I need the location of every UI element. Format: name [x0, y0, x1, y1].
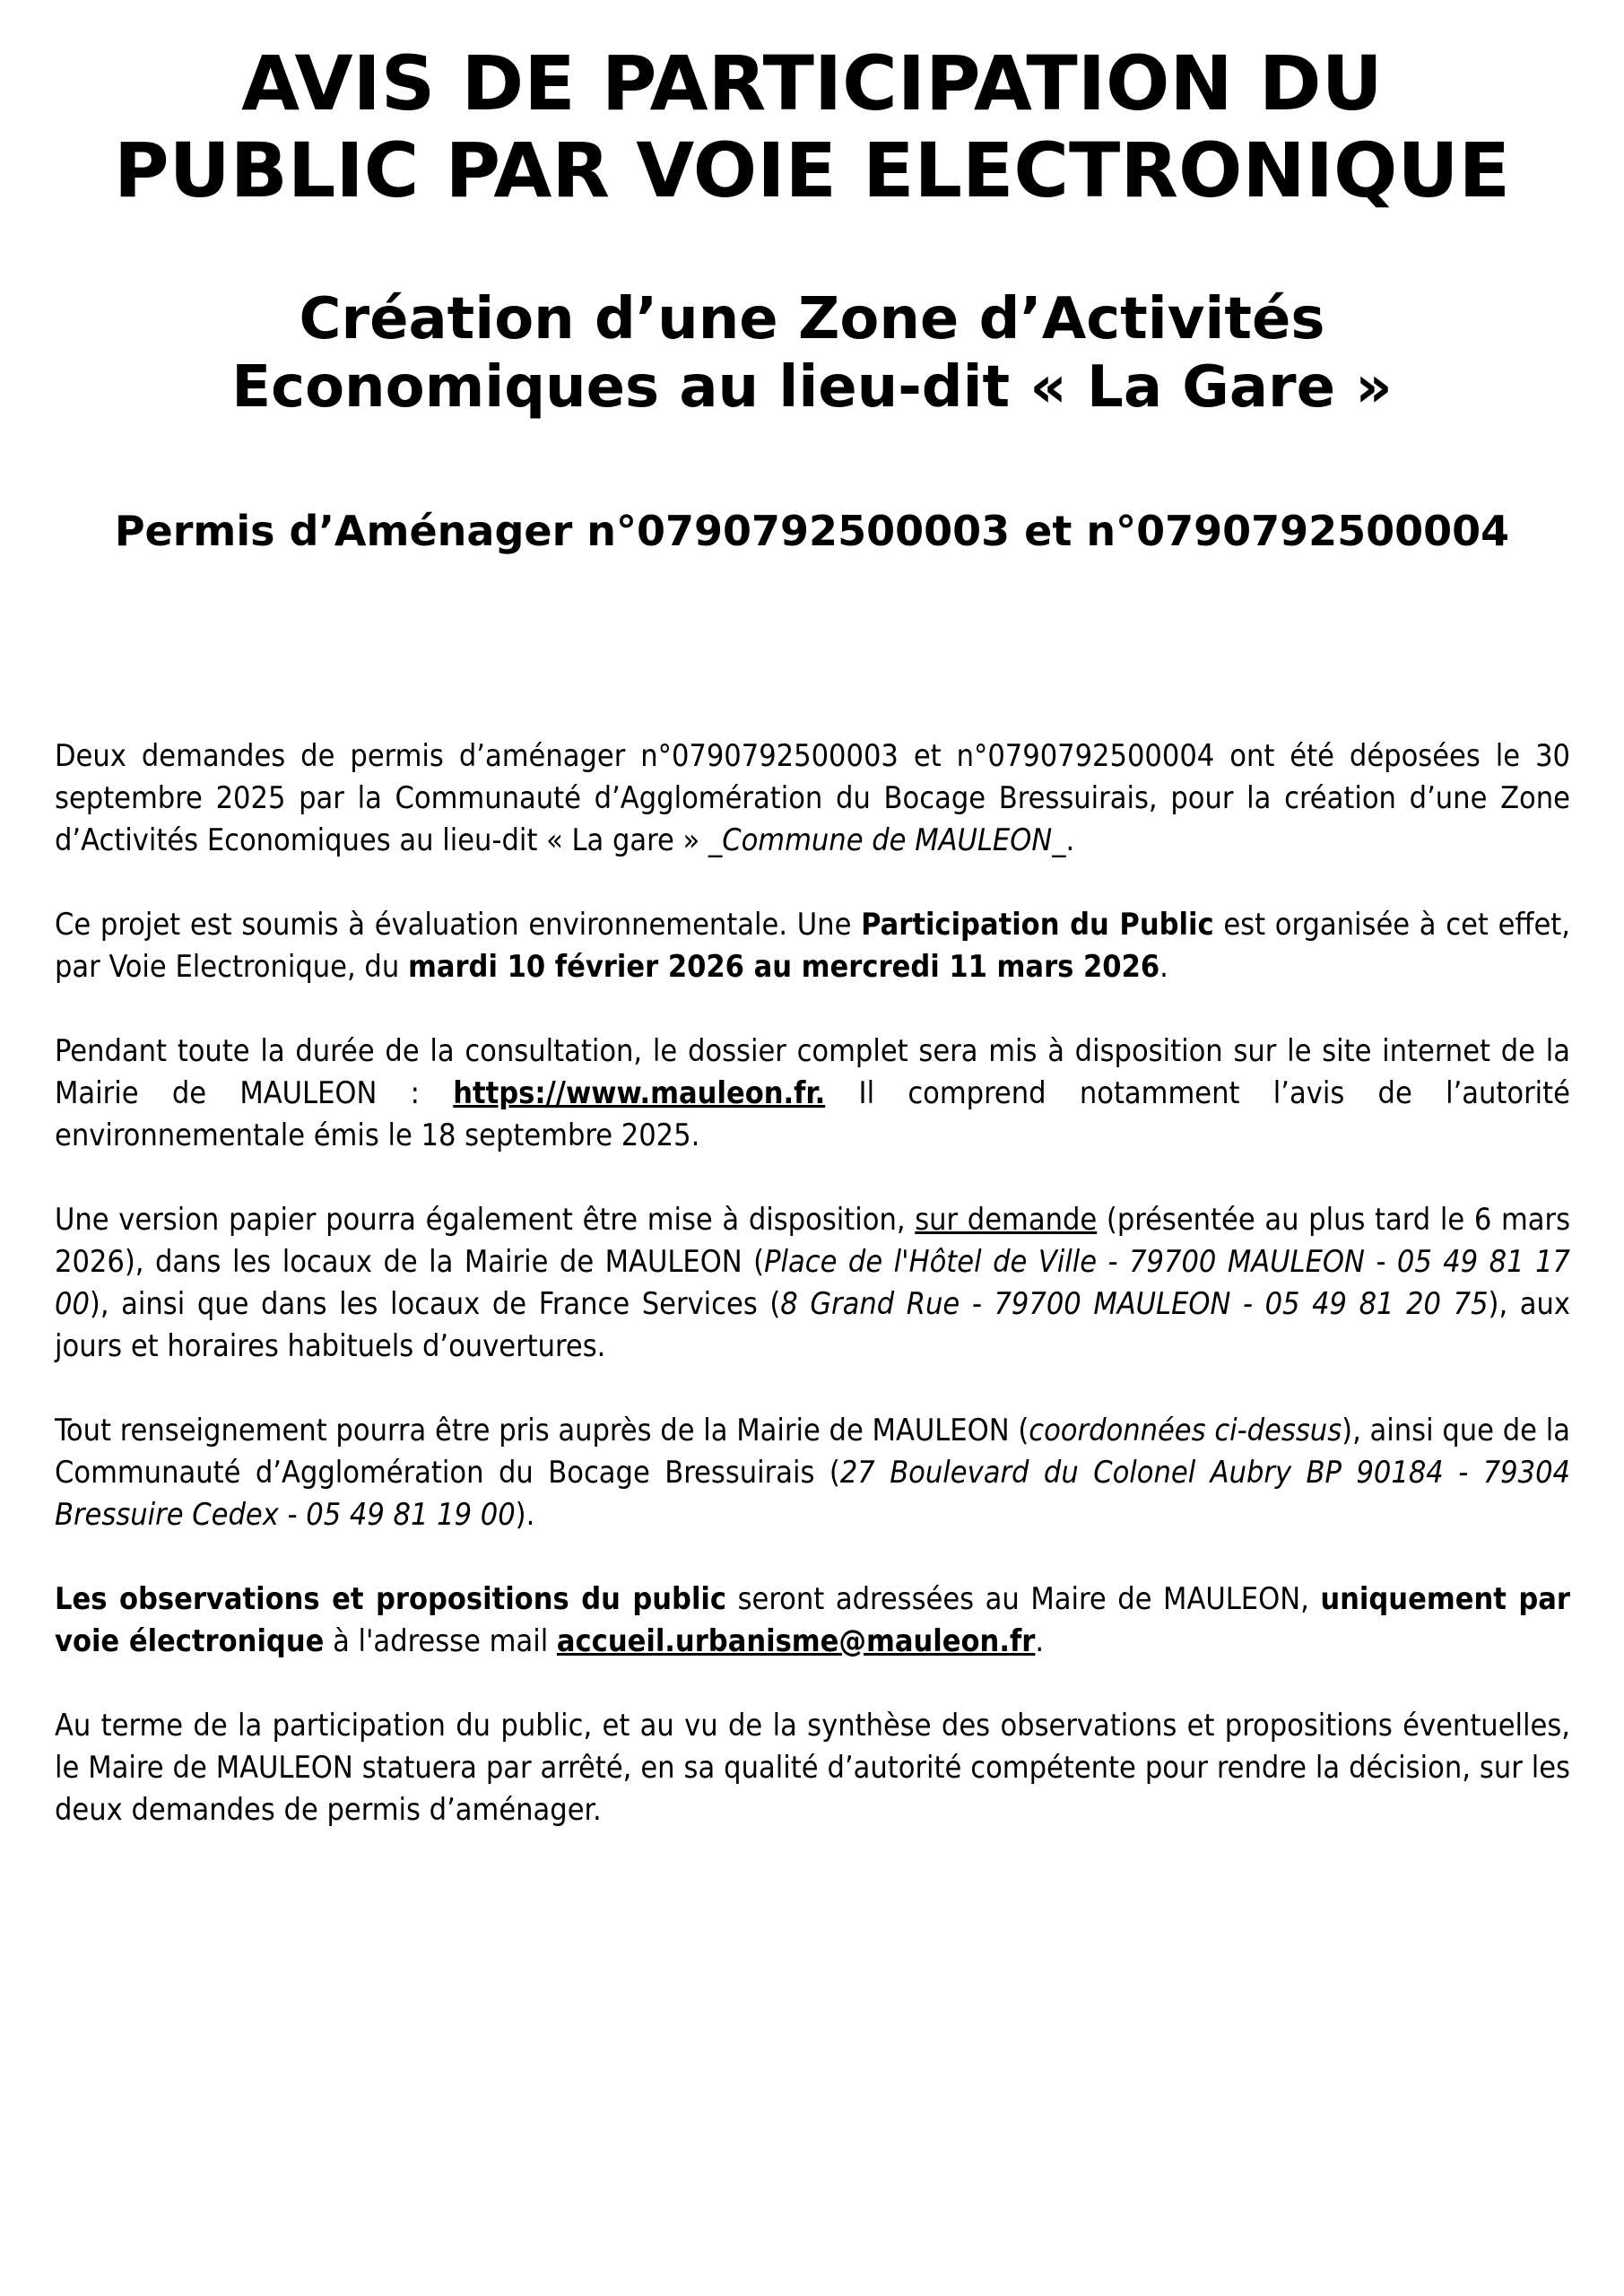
mairie-address: Place de l'Hôtel de Ville - 79700 MAULEON - 05 49 81 17 00	[55, 1244, 1570, 1322]
title-line-1: AVIS DE PARTICIPATION DU	[241, 39, 1383, 127]
paragraph-observations: Les observations et propositions du public seront adressées au Maire de MAULEON, uniquement par voie électronique à l'adresse mail accueil.urbanisme@mauleon.fr.	[55, 1581, 1570, 1659]
paragraph-paper-version: Une version papier pourra également être mise à disposition, sur demande (présentée au plus tard le 6 mars 2026), dans les locaux de la Mairie de MAULEON (Place de l'Hôtel de Ville - 79700 MAULEON - 05 49 81 17 00), ainsi que dans les locaux de France Services (8 Grand Rue - 79700 MAULEON - 05 49 81 20 75), aux jours et horaires habituels d’ouvertures.	[55, 1202, 1571, 1364]
participation-dates: mardi 10 février 2026 au mercredi 11 mars 2026	[407, 949, 1160, 985]
email-link[interactable]: accueil.urbanisme@mauleon.fr	[556, 1623, 1036, 1659]
paragraph-dossier: Pendant toute la durée de la consultation, le dossier complet sera mis à disposition sur le site internet de la Mairie de MAULEON : https://www.mauleon.fr. Il comprend notamment l’avis de l’autorité environnementale émis le 18 septembre 2025.	[55, 1033, 1570, 1153]
agglomeration-address: 27 Boulevard du Colonel Aubry BP 90184 - 79304 Bressuire Cedex - 05 49 81 19 00	[55, 1455, 1571, 1533]
mairie-website-link[interactable]: https://www.mauleon.fr.	[453, 1075, 826, 1111]
commune-name: Commune de MAULEON	[722, 822, 1053, 858]
subtitle-line-2: Economiques au lieu-dit « La Gare »	[231, 354, 1393, 421]
notice-body	[55, 735, 1570, 1874]
subtitle-line-1: Création d’une Zone d’Activités	[299, 286, 1325, 352]
paragraph-decision: Au terme de la participation du public, et au vu de la synthèse des observations et propositions éventuelles, le Maire de MAULEON statuera par arrêté, en sa qualité d’autorité compétente pour rendre la décision, sur les deux demandes de permis d’aménager.	[55, 1708, 1570, 1828]
paragraph-participation: Ce projet est soumis à évaluation environnementale. Une Participation du Public est organisée à cet effet, par Voie Electronique, du mardi 10 février 2026 au mercredi 11 mars 2026.	[55, 907, 1571, 985]
notice-title	[54, 40, 1570, 214]
paragraph-information: Tout renseignement pourra être pris auprès de la Mairie de MAULEON (coordonnées ci-dessus), ainsi que de la Communauté d’Agglomération du Bocage Bressuirais (27 Boulevard du Colonel Aubry BP 90184 - 79304 Bressuire Cedex - 05 49 81 19 00).	[55, 1413, 1571, 1533]
france-services-address: 8 Grand Rue - 79700 MAULEON - 05 49 81 20 75	[780, 1286, 1489, 1322]
permit-numbers: Permis d’Aménager n°0790792500003 et n°0790792500004	[114, 507, 1510, 555]
paragraph-applications: Deux demandes de permis d’aménager n°0790792500003 et n°0790792500004 ont été déposées le 30 septembre 2025 par la Communauté d’Agglomération du Bocage Bressuirais, pour la création d’une Zone d’Activités Economiques au lieu-dit « La gare » _Commune de MAULEON_.	[55, 738, 1570, 858]
title-line-2: PUBLIC PAR VOIE ELECTRONIQUE	[114, 126, 1510, 214]
project-subtitle	[54, 285, 1570, 422]
